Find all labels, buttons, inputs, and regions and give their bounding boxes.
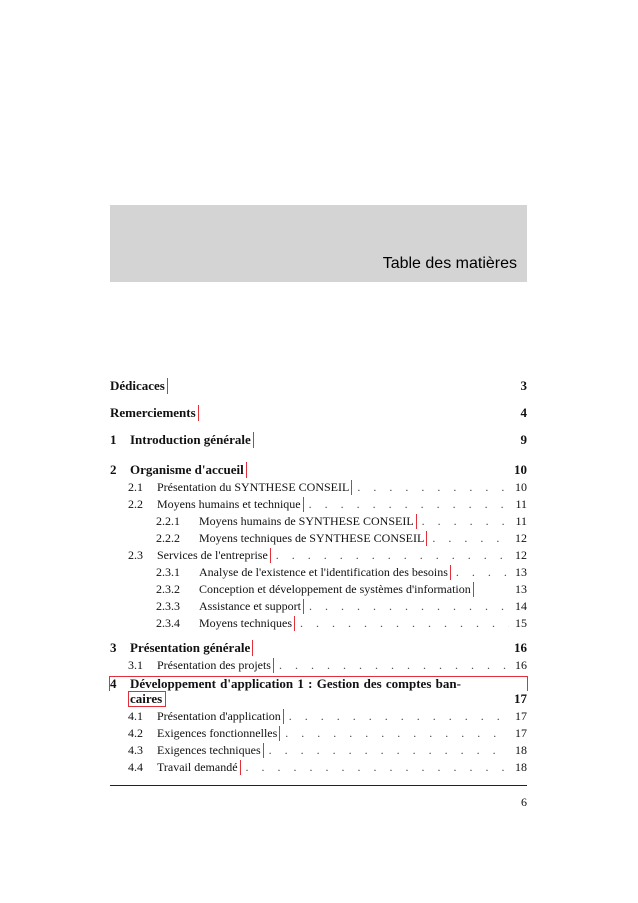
toc-number: 2.2	[128, 497, 143, 511]
toc-entry-2-3-4[interactable]	[156, 616, 527, 631]
toc-entry-remerciements[interactable]	[110, 405, 527, 421]
toc-leader	[357, 480, 509, 495]
toc-label: Remerciements	[110, 405, 196, 420]
toc-link[interactable]	[156, 582, 473, 597]
toc-number: 4.1	[128, 709, 143, 723]
toc-number: 2.3.1	[156, 565, 180, 579]
toc-link[interactable]	[156, 514, 416, 529]
toc-leader	[269, 743, 509, 758]
toc-entry-2-3-2[interactable]	[156, 582, 527, 597]
toc-entry-2-2[interactable]	[128, 497, 527, 512]
toc-link[interactable]	[156, 565, 450, 580]
toc-page: 3	[520, 378, 527, 393]
toc-link[interactable]	[110, 405, 198, 421]
toc-label: Services de l'entreprise	[157, 548, 268, 562]
toc-leader	[246, 760, 509, 775]
toc-entry-dedicaces[interactable]	[110, 378, 527, 394]
toc-number: 2.3.2	[156, 582, 180, 596]
toc-page: 11	[515, 514, 527, 528]
footer-rule	[110, 785, 527, 786]
toc-page: 18	[515, 760, 527, 774]
toc-page: 9	[520, 432, 527, 447]
toc-link[interactable]	[128, 709, 283, 724]
toc-number: 2.3.3	[156, 599, 180, 613]
toc-page: 17	[514, 691, 527, 706]
toc-page: 13	[515, 565, 527, 579]
toc-entry-chapter-4[interactable]	[110, 676, 527, 692]
toc-label: Analyse de l'existence et l'identification des besoins	[199, 565, 448, 579]
toc-leader	[432, 531, 509, 546]
toc-number: 4.3	[128, 743, 143, 757]
toc-page: 11	[515, 497, 527, 511]
toc-number: 3.1	[128, 658, 143, 672]
toc-link[interactable]	[128, 497, 303, 512]
toc-label: Dédicaces	[110, 378, 165, 393]
toc-label: Développement d'application 1 : Gestion des comptes ban-	[130, 676, 461, 691]
toc-entry-2-3-3[interactable]	[156, 599, 527, 614]
toc-leader	[309, 497, 509, 512]
toc-page: 17	[515, 726, 527, 740]
toc-number: 3	[110, 640, 117, 655]
toc-number: 2.3	[128, 548, 143, 562]
toc-leader	[279, 658, 509, 673]
toc-number: 2.2.2	[156, 531, 180, 545]
toc-link[interactable]	[128, 480, 351, 495]
toc-page: 18	[515, 743, 527, 757]
toc-entry-2-1[interactable]	[128, 480, 527, 495]
toc-leader	[422, 514, 509, 529]
toc-entry-2-3-1[interactable]	[156, 565, 527, 580]
toc-label: Exigences fonctionnelles	[157, 726, 278, 740]
toc-label: Assistance et support	[199, 599, 301, 613]
toc-page: 12	[515, 548, 527, 562]
toc-number: 2	[110, 462, 117, 477]
toc-link[interactable]	[156, 531, 426, 546]
toc-number: 4.4	[128, 760, 143, 774]
toc-label: Moyens humains de SYNTHESE CONSEIL	[199, 514, 414, 528]
toc-number: 2.2.1	[156, 514, 180, 528]
toc-page: 13	[515, 582, 527, 596]
toc-link[interactable]	[156, 616, 294, 631]
toc-label: Introduction générale	[130, 432, 251, 447]
toc-link[interactable]	[110, 676, 463, 692]
toc-label: Conception et développement de systèmes d'information	[199, 582, 471, 596]
page-title: Table des matières	[382, 255, 517, 272]
toc-entry-4-1[interactable]	[128, 709, 527, 724]
toc-link[interactable]	[110, 378, 167, 394]
toc-number: 2.3.4	[156, 616, 180, 630]
chapter-title-band	[110, 205, 527, 282]
toc-entry-4-3[interactable]	[128, 743, 527, 758]
toc-label-continued: caires	[130, 691, 163, 706]
toc-entry-2-2-2[interactable]	[156, 531, 527, 546]
toc-entry-2-2-1[interactable]	[156, 514, 527, 529]
toc-number: 1	[110, 432, 117, 447]
toc-page: 16	[514, 640, 527, 655]
toc-entry-chapter-2[interactable]	[110, 462, 527, 478]
toc-entry-4-2[interactable]	[128, 726, 527, 741]
toc-link[interactable]	[110, 640, 252, 656]
toc-label: Moyens techniques	[199, 616, 292, 630]
toc-label: Présentation générale	[130, 640, 251, 655]
toc-leader	[289, 709, 509, 724]
toc-entry-4-4[interactable]	[128, 760, 527, 775]
toc-leader	[300, 616, 509, 631]
toc-page: 16	[515, 658, 527, 672]
toc-label: Présentation des projets	[157, 658, 271, 672]
toc-number: 2.1	[128, 480, 143, 494]
toc-link[interactable]	[156, 599, 303, 614]
toc-entry-chapter-1[interactable]	[110, 432, 527, 448]
toc-link[interactable]	[128, 743, 263, 758]
toc-page: 10	[515, 480, 527, 494]
toc-leader	[285, 726, 509, 741]
toc-number: 4	[110, 676, 117, 691]
toc-label: Travail demandé	[157, 760, 238, 774]
toc-page: 12	[515, 531, 527, 545]
toc-label: Moyens humains et technique	[157, 497, 301, 511]
toc-entry-chapter-3[interactable]	[110, 640, 527, 656]
toc-entry-3-1[interactable]	[128, 658, 527, 673]
toc-page: 15	[515, 616, 527, 630]
toc-link[interactable]	[110, 462, 246, 478]
toc-label: Moyens techniques de SYNTHESE CONSEIL	[199, 531, 425, 545]
toc-label: Organisme d'accueil	[130, 462, 244, 477]
toc-page: 14	[515, 599, 527, 613]
page-number: 6	[521, 795, 527, 809]
toc-entry-2-3[interactable]	[128, 548, 527, 563]
toc-link[interactable]	[128, 658, 273, 673]
toc-leader	[456, 565, 509, 580]
toc-page: 10	[514, 462, 527, 477]
toc-page: 17	[515, 709, 527, 723]
toc-leader	[309, 599, 509, 614]
toc-page: 4	[520, 405, 527, 420]
toc-link[interactable]	[128, 760, 240, 775]
toc-number: 4.2	[128, 726, 143, 740]
toc-link[interactable]	[110, 432, 253, 448]
toc-label: Présentation du SYNTHESE CONSEIL	[157, 480, 350, 494]
toc-label: Exigences techniques	[157, 743, 261, 757]
toc-link[interactable]	[128, 726, 279, 741]
toc-leader	[276, 548, 509, 563]
toc-link[interactable]	[128, 548, 270, 563]
toc-label: Présentation d'application	[157, 709, 281, 723]
toc-entry-chapter-4-continued[interactable]	[110, 691, 527, 707]
